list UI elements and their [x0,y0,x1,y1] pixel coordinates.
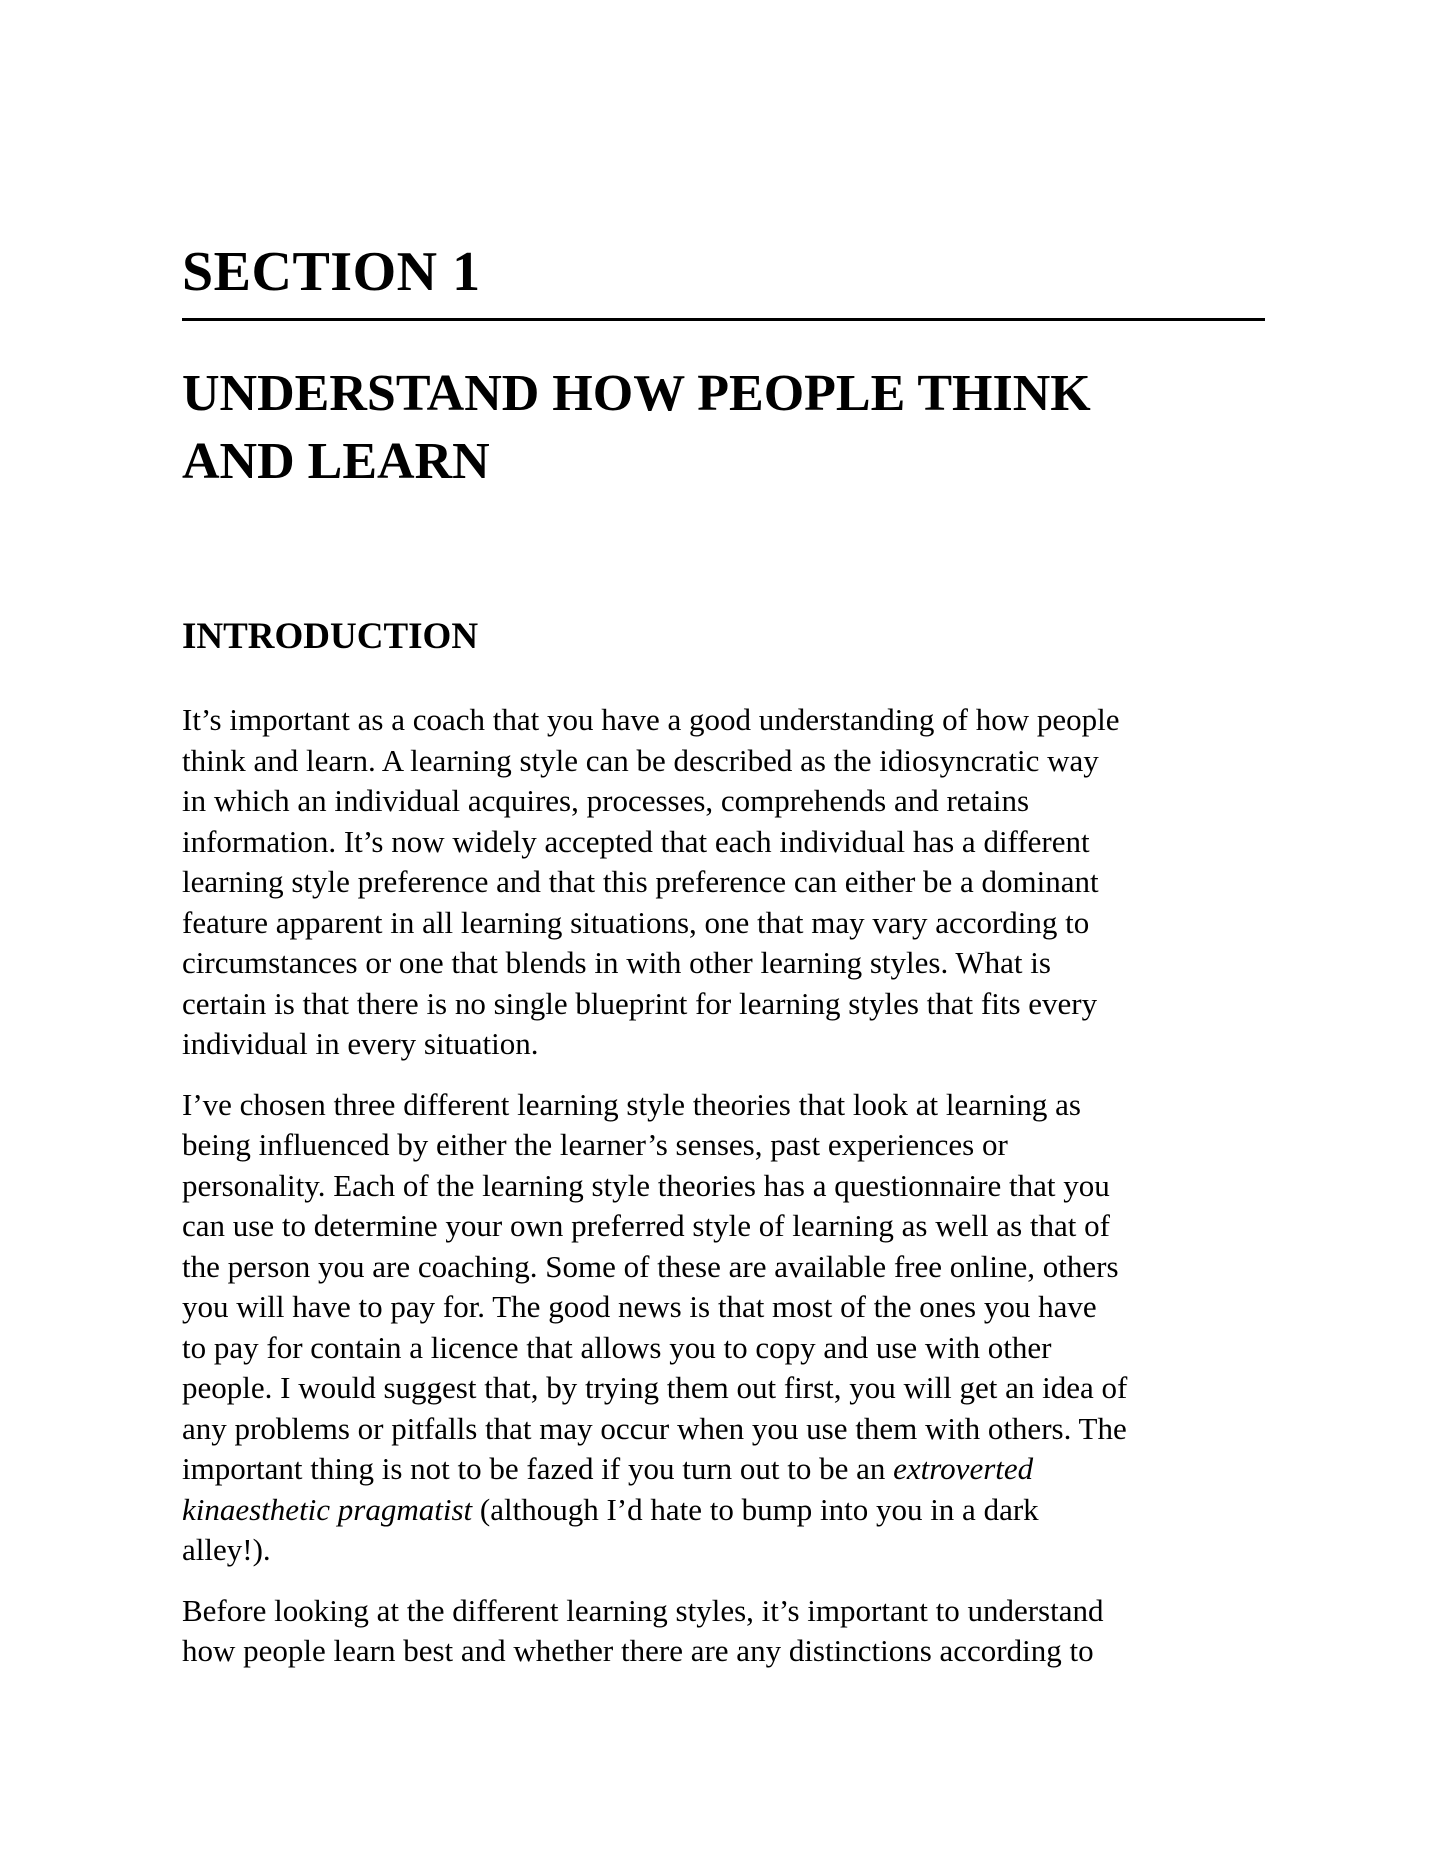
text-line: think and learn. A learning style can be described as the idiosyncratic way [182,742,1099,778]
text-line: the person you are coaching. Some of these are available free online, others [182,1248,1119,1284]
italic-term: extroverted [893,1451,1034,1486]
text-line: It’s important as a coach that you have a good understanding of how people [182,702,1120,737]
text-line: you will have to pay for. The good news is that most of the ones you have [182,1289,1097,1324]
text-line: certain is that there is no single blueprint for learning styles that fits every [182,985,1098,1021]
chapter-title [182,360,1265,496]
text-line: in which an individual acquires, processes, comprehends and retains [182,783,1030,818]
text-line: people. I would suggest that, by trying them out first, you will get an idea of [182,1370,1128,1405]
paragraph-2 [182,1085,1265,1571]
text-line: any problems or pitfalls that may occur when you use them with others. The [182,1410,1127,1446]
text-line: personality. Each of the learning style theories has a questionnaire that you [182,1167,1110,1203]
text-line: feature apparent in all learning situations, one that may vary according to [182,904,1090,940]
text-line: information. It’s now widely accepted that each individual has a different [182,823,1090,859]
text-line: to pay for contain a licence that allows you to copy and use with other [182,1329,1052,1365]
italic-term: kinaesthetic pragmatist [182,1491,473,1527]
text-line [182,1449,1265,1490]
text-segment: (although I’d hate to bump into you in a dark [472,1491,1039,1527]
section-label: SECTION 1 [182,241,481,303]
text-line [182,1490,1265,1531]
introduction-heading: INTRODUCTION [182,616,479,657]
text-line: I’ve chosen three different learning style theories that look at learning as [182,1086,1081,1122]
text-line: individual in every situation. [182,1026,539,1061]
section-divider [182,318,1265,321]
text-line: can use to determine your own preferred style of learning as well as that of [182,1208,1110,1243]
text-line: circumstances or one that blends in with other learning styles. What is [182,945,1051,980]
chapter-title-line: AND LEARN [182,433,490,490]
paragraph-3 [182,1591,1265,1672]
text-line: how people learn best and whether there are any distinctions according to [182,1633,1094,1668]
body-text [182,700,1265,1692]
text-segment: important thing is not to be fazed if you turn out to be an [182,1451,894,1486]
text-line: learning style preference and that this preference can either be a dominant [182,864,1099,899]
chapter-title-line: UNDERSTAND HOW PEOPLE THINK [182,365,1091,422]
paragraph-1 [182,700,1265,1065]
text-line: alley!). [182,1532,271,1567]
text-line: being influenced by either the learner’s senses, past experiences or [182,1127,1008,1162]
text-line: Before looking at the different learning styles, it’s important to understand [182,1592,1104,1628]
